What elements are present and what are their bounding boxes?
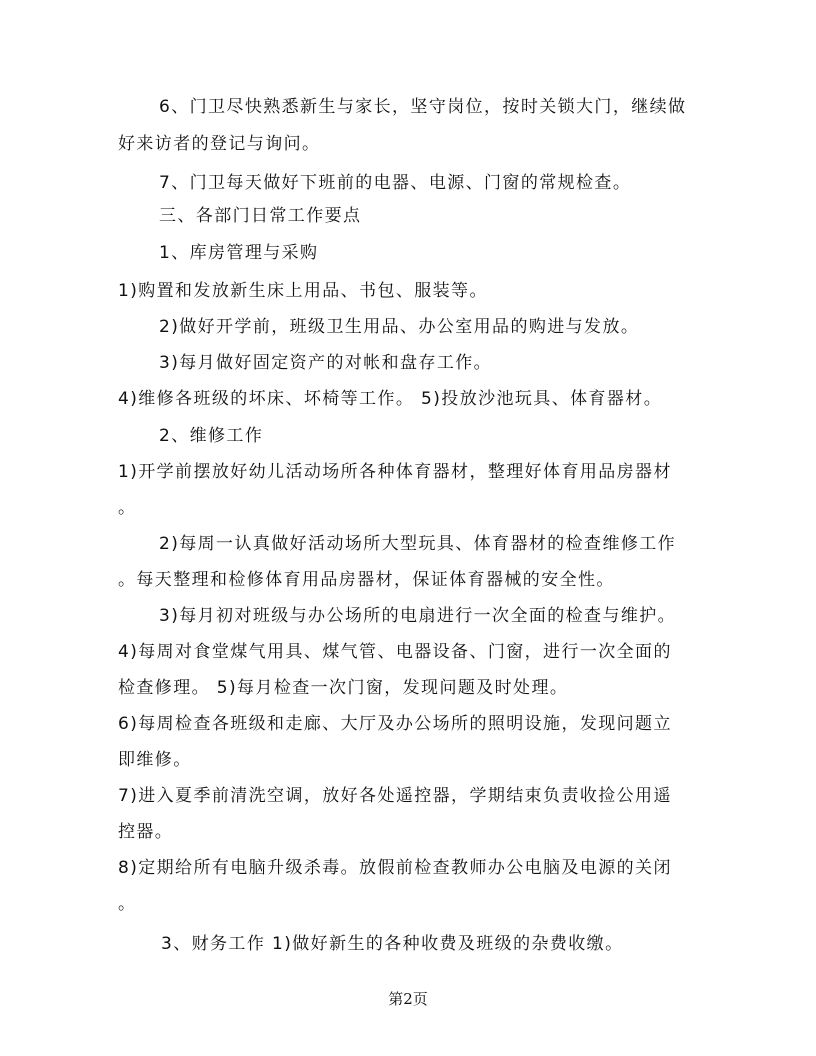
paragraph-line: 检查修理。 5)每月检查一次门窗，发现问题及时处理。 (118, 678, 569, 698)
subsection-heading: 1、库房管理与采购 (159, 243, 319, 263)
paragraph-line: 6)每周检查各班级和走廊、大厅及办公场所的照明设施，发现问题立 (118, 714, 672, 734)
paragraph-line: 2)做好开学前，班级卫生用品、办公室用品的购进与发放。 (159, 317, 640, 337)
paragraph-line: 。 (118, 498, 137, 518)
paragraph-line: 1)购置和发放新生床上用品、书包、服装等。 (118, 281, 488, 301)
paragraph-line: 1)开学前摆放好幼儿活动场所各种体育器材，整理好体育用品房器材 (118, 462, 672, 482)
paragraph-line: 8)定期给所有电脑升级杀毒。放假前检查教师办公电脑及电源的关闭 (118, 858, 672, 878)
page-number: 第2页 (388, 990, 428, 1008)
paragraph-line: 3)每月做好固定资产的对帐和盘存工作。 (159, 353, 493, 373)
paragraph-line: 7)进入夏季前清洗空调，放好各处遥控器，学期结束负责收捡公用遥 (118, 786, 672, 806)
paragraph-line: 4)每周对食堂煤气用具、煤气管、电器设备、门窗，进行一次全面的 (118, 642, 672, 662)
paragraph-line: 。 (118, 894, 137, 914)
paragraph-line: 控器。 (118, 822, 174, 842)
subsection-heading: 2、维修工作 (159, 426, 264, 446)
section-heading: 三、各部门日常工作要点 (159, 206, 362, 226)
paragraph-line: 2)每周一认真做好活动场所大型玩具、体育器材的检查维修工作 (159, 534, 677, 554)
paragraph-line: 7、门卫每天做好下班前的电器、电源、门窗的常规检查。 (159, 173, 632, 193)
paragraph-line: 好来访者的登记与询问。 (118, 134, 321, 154)
paragraph-line: 4)维修各班级的坏床、坏椅等工作。 5)投放沙池玩具、体育器材。 (118, 389, 663, 409)
paragraph-line: 。每天整理和检修体育用品房器材，保证体育器械的安全性。 (118, 570, 615, 590)
paragraph-line: 6、门卫尽快熟悉新生与家长，坚守岗位，按时关锁大门，继续做 (159, 97, 687, 117)
paragraph-line: 3、财务工作 1)做好新生的各种收费及班级的杂费收缴。 (161, 934, 624, 954)
paragraph-line: 即维修。 (118, 750, 192, 770)
paragraph-line: 3)每月初对班级与办公场所的电扇进行一次全面的检查与维护。 (159, 606, 677, 626)
